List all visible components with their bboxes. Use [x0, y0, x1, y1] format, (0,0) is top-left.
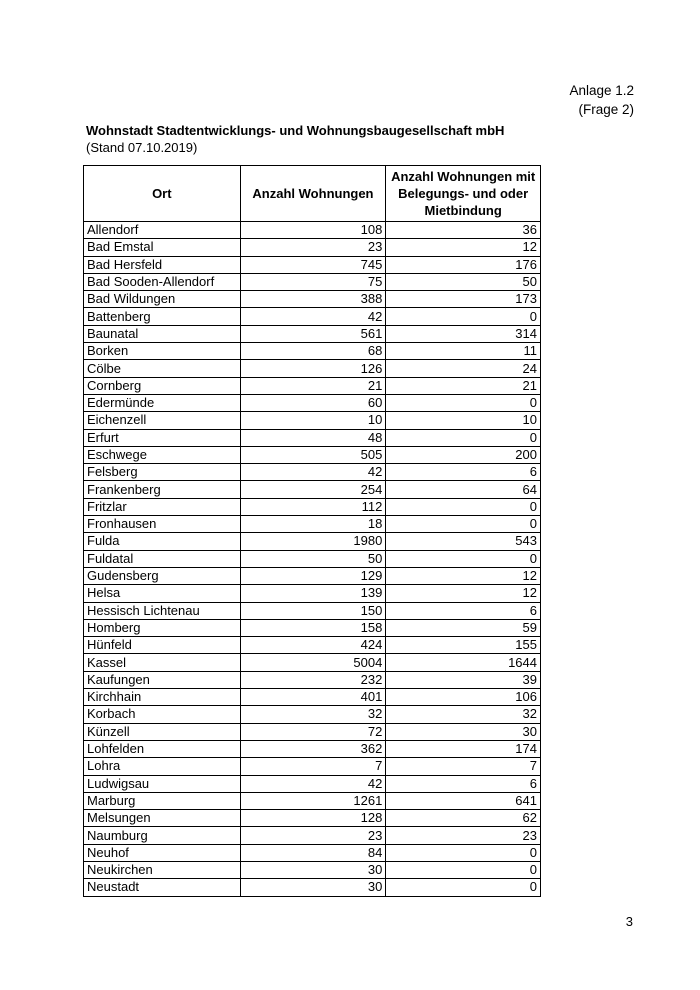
cell-anzahl-wohnungen: 112 [240, 498, 386, 515]
cell-ort: Gudensberg [84, 567, 241, 584]
cell-anzahl-gebunden: 0 [386, 550, 541, 567]
cell-anzahl-gebunden: 314 [386, 325, 541, 342]
cell-ort: Helsa [84, 585, 241, 602]
cell-anzahl-wohnungen: 72 [240, 723, 386, 740]
cell-anzahl-wohnungen: 23 [240, 239, 386, 256]
table-row [84, 567, 541, 584]
table-row [84, 550, 541, 567]
table-row [84, 429, 541, 446]
table-row [84, 706, 541, 723]
cell-ort: Bad Hersfeld [84, 256, 241, 273]
table-row [84, 879, 541, 896]
table-row [84, 377, 541, 394]
table-row [84, 827, 541, 844]
cell-anzahl-wohnungen: 505 [240, 446, 386, 463]
cell-anzahl-wohnungen: 401 [240, 689, 386, 706]
cell-ort: Cölbe [84, 360, 241, 377]
cell-ort: Edermünde [84, 394, 241, 411]
cell-ort: Allendorf [84, 222, 241, 239]
cell-anzahl-wohnungen: 139 [240, 585, 386, 602]
cell-ort: Eichenzell [84, 412, 241, 429]
cell-anzahl-gebunden: 155 [386, 637, 541, 654]
cell-anzahl-gebunden: 30 [386, 723, 541, 740]
table-row [84, 637, 541, 654]
cell-anzahl-wohnungen: 108 [240, 222, 386, 239]
table-row [84, 394, 541, 411]
cell-anzahl-wohnungen: 129 [240, 567, 386, 584]
table-row [84, 844, 541, 861]
cell-anzahl-wohnungen: 1980 [240, 533, 386, 550]
table-row [84, 446, 541, 463]
table-row [84, 740, 541, 757]
cell-ort: Hünfeld [84, 637, 241, 654]
cell-anzahl-wohnungen: 30 [240, 861, 386, 878]
table-row [84, 861, 541, 878]
cell-ort: Lohfelden [84, 740, 241, 757]
cell-ort: Bad Emstal [84, 239, 241, 256]
cell-anzahl-gebunden: 50 [386, 273, 541, 290]
table-row [84, 308, 541, 325]
table-row [84, 533, 541, 550]
cell-anzahl-wohnungen: 30 [240, 879, 386, 896]
cell-anzahl-wohnungen: 7 [240, 758, 386, 775]
cell-anzahl-gebunden: 0 [386, 394, 541, 411]
cell-anzahl-gebunden: 39 [386, 671, 541, 688]
document-title-block [86, 122, 504, 156]
cell-anzahl-wohnungen: 48 [240, 429, 386, 446]
cell-anzahl-gebunden: 12 [386, 567, 541, 584]
cell-anzahl-wohnungen: 745 [240, 256, 386, 273]
cell-anzahl-wohnungen: 362 [240, 740, 386, 757]
cell-ort: Lohra [84, 758, 241, 775]
table-row [84, 498, 541, 515]
table-row [84, 689, 541, 706]
cell-ort: Hessisch Lichtenau [84, 602, 241, 619]
cell-anzahl-gebunden: 6 [386, 602, 541, 619]
cell-anzahl-gebunden: 23 [386, 827, 541, 844]
cell-anzahl-wohnungen: 23 [240, 827, 386, 844]
cell-anzahl-wohnungen: 1261 [240, 792, 386, 809]
cell-anzahl-wohnungen: 42 [240, 308, 386, 325]
frage-label: (Frage 2) [578, 102, 634, 117]
cell-anzahl-gebunden: 176 [386, 256, 541, 273]
cell-anzahl-wohnungen: 254 [240, 481, 386, 498]
cell-anzahl-gebunden: 12 [386, 585, 541, 602]
cell-anzahl-gebunden: 11 [386, 343, 541, 360]
header-ort: Ort [84, 166, 241, 222]
table-row [84, 464, 541, 481]
cell-anzahl-gebunden: 24 [386, 360, 541, 377]
cell-ort: Baunatal [84, 325, 241, 342]
cell-ort: Battenberg [84, 308, 241, 325]
cell-ort: Bad Sooden-Allendorf [84, 273, 241, 290]
table-row [84, 481, 541, 498]
cell-anzahl-wohnungen: 10 [240, 412, 386, 429]
cell-ort: Felsberg [84, 464, 241, 481]
cell-anzahl-wohnungen: 150 [240, 602, 386, 619]
cell-anzahl-gebunden: 59 [386, 619, 541, 636]
table-row [84, 792, 541, 809]
cell-anzahl-wohnungen: 42 [240, 775, 386, 792]
cell-ort: Neukirchen [84, 861, 241, 878]
table-row [84, 671, 541, 688]
cell-anzahl-gebunden: 36 [386, 222, 541, 239]
cell-ort: Korbach [84, 706, 241, 723]
cell-anzahl-wohnungen: 50 [240, 550, 386, 567]
cell-anzahl-wohnungen: 158 [240, 619, 386, 636]
housing-table [83, 165, 541, 897]
cell-anzahl-wohnungen: 424 [240, 637, 386, 654]
cell-anzahl-wohnungen: 126 [240, 360, 386, 377]
cell-anzahl-gebunden: 0 [386, 861, 541, 878]
cell-ort: Neustadt [84, 879, 241, 896]
cell-ort: Fronhausen [84, 516, 241, 533]
cell-anzahl-wohnungen: 84 [240, 844, 386, 861]
cell-anzahl-gebunden: 6 [386, 775, 541, 792]
cell-anzahl-wohnungen: 128 [240, 810, 386, 827]
cell-anzahl-gebunden: 1644 [386, 654, 541, 671]
cell-ort: Kaufungen [84, 671, 241, 688]
cell-ort: Fuldatal [84, 550, 241, 567]
cell-anzahl-gebunden: 6 [386, 464, 541, 481]
table-row [84, 585, 541, 602]
cell-anzahl-gebunden: 32 [386, 706, 541, 723]
header-anzahl-wohnungen: Anzahl Wohnungen [240, 166, 386, 222]
cell-anzahl-gebunden: 62 [386, 810, 541, 827]
table-header-row [84, 166, 541, 222]
cell-anzahl-wohnungen: 32 [240, 706, 386, 723]
table-row [84, 291, 541, 308]
cell-anzahl-wohnungen: 21 [240, 377, 386, 394]
cell-anzahl-gebunden: 0 [386, 308, 541, 325]
cell-anzahl-gebunden: 7 [386, 758, 541, 775]
cell-anzahl-gebunden: 106 [386, 689, 541, 706]
cell-anzahl-gebunden: 10 [386, 412, 541, 429]
table-row [84, 273, 541, 290]
cell-ort: Marburg [84, 792, 241, 809]
cell-anzahl-gebunden: 0 [386, 516, 541, 533]
table-row [84, 343, 541, 360]
table-row [84, 775, 541, 792]
anlage-label: Anlage 1.2 [569, 83, 634, 98]
cell-ort: Melsungen [84, 810, 241, 827]
table-row [84, 810, 541, 827]
cell-anzahl-gebunden: 64 [386, 481, 541, 498]
cell-ort: Künzell [84, 723, 241, 740]
cell-anzahl-wohnungen: 5004 [240, 654, 386, 671]
table-body [84, 222, 541, 897]
cell-anzahl-gebunden: 0 [386, 498, 541, 515]
cell-anzahl-gebunden: 173 [386, 291, 541, 308]
cell-ort: Frankenberg [84, 481, 241, 498]
table-row [84, 654, 541, 671]
cell-ort: Kirchhain [84, 689, 241, 706]
document-date: (Stand 07.10.2019) [86, 140, 198, 155]
table-row [84, 256, 541, 273]
cell-ort: Fritzlar [84, 498, 241, 515]
cell-ort: Neuhof [84, 844, 241, 861]
cell-ort: Eschwege [84, 446, 241, 463]
attachment-label [569, 81, 634, 119]
cell-anzahl-wohnungen: 232 [240, 671, 386, 688]
cell-anzahl-gebunden: 0 [386, 844, 541, 861]
cell-anzahl-wohnungen: 75 [240, 273, 386, 290]
cell-anzahl-wohnungen: 68 [240, 343, 386, 360]
cell-ort: Homberg [84, 619, 241, 636]
cell-anzahl-wohnungen: 18 [240, 516, 386, 533]
cell-ort: Erfurt [84, 429, 241, 446]
table-row [84, 412, 541, 429]
table-row [84, 325, 541, 342]
table-row [84, 360, 541, 377]
cell-anzahl-gebunden: 200 [386, 446, 541, 463]
cell-ort: Bad Wildungen [84, 291, 241, 308]
header-anzahl-gebunden: Anzahl Wohnungen mit Belegungs- und oder Mietbindung [386, 166, 541, 222]
cell-anzahl-gebunden: 0 [386, 429, 541, 446]
page-number: 3 [625, 914, 633, 929]
table-row [84, 602, 541, 619]
cell-ort: Ludwigsau [84, 775, 241, 792]
cell-ort: Borken [84, 343, 241, 360]
table-row [84, 619, 541, 636]
cell-ort: Naumburg [84, 827, 241, 844]
cell-anzahl-gebunden: 0 [386, 879, 541, 896]
document-title: Wohnstadt Stadtentwicklungs- und Wohnungsbaugesellschaft mbH [86, 123, 505, 138]
table-row [84, 516, 541, 533]
cell-ort: Fulda [84, 533, 241, 550]
cell-ort: Kassel [84, 654, 241, 671]
cell-anzahl-gebunden: 543 [386, 533, 541, 550]
cell-anzahl-gebunden: 641 [386, 792, 541, 809]
table-row [84, 239, 541, 256]
cell-ort: Cornberg [84, 377, 241, 394]
cell-anzahl-gebunden: 174 [386, 740, 541, 757]
cell-anzahl-wohnungen: 561 [240, 325, 386, 342]
table-row [84, 222, 541, 239]
cell-anzahl-wohnungen: 60 [240, 394, 386, 411]
cell-anzahl-gebunden: 21 [386, 377, 541, 394]
cell-anzahl-gebunden: 12 [386, 239, 541, 256]
table-row [84, 723, 541, 740]
table-row [84, 758, 541, 775]
cell-anzahl-wohnungen: 42 [240, 464, 386, 481]
cell-anzahl-wohnungen: 388 [240, 291, 386, 308]
